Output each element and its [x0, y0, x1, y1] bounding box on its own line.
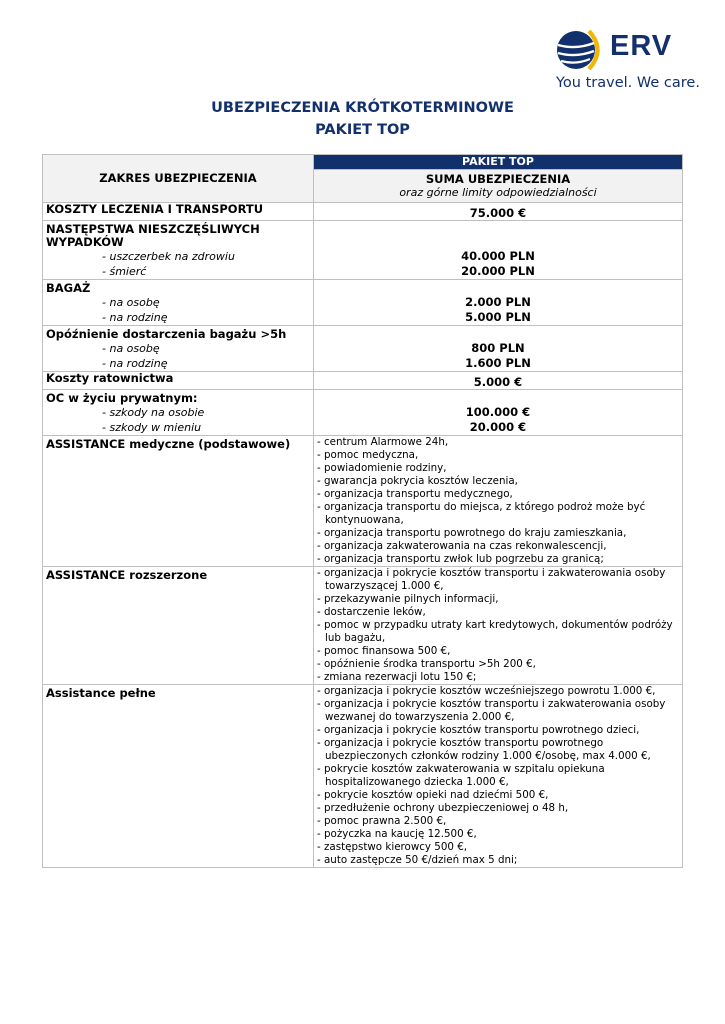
- row-label-cell: [43, 221, 314, 280]
- assistance-row: [43, 685, 683, 868]
- row-label: NASTĘPSTWA NIESZCZĘŚLIWYCH WYPADKÓW: [46, 222, 260, 249]
- list-item: - pomoc prawna 2.500 €,: [317, 815, 447, 827]
- list-item: - pokrycie kosztów opieki nad dziećmi 500 €,: [317, 789, 549, 801]
- list-item: - organizacja i pokrycie kosztów transportu i zakwaterowania osoby towarzyszącej 1.000 €,: [317, 567, 666, 592]
- table-row: [43, 326, 683, 372]
- globe-icon: [556, 30, 602, 70]
- row-label: OC w życiu prywatnym:: [46, 391, 198, 405]
- header-suma-note: oraz górne limity odpowiedzialności: [399, 186, 597, 199]
- assistance-label: ASSISTANCE rozszerzone: [43, 567, 314, 685]
- list-item: - pokrycie kosztów zakwaterowania w szpitalu opiekuna hospitalizowanego dziecka 1.000 €,: [317, 763, 605, 788]
- row-sub: - śmierć: [102, 265, 147, 278]
- list-item: - powiadomienie rodziny,: [317, 462, 447, 474]
- list-item: - przedłużenie ochrony ubezpieczeniowej o 48 h,: [317, 802, 569, 814]
- list-item: - auto zastępcze 50 €/dzień max 5 dni;: [317, 854, 518, 866]
- row-value: 1.600 PLN: [465, 356, 531, 370]
- row-value-cell: [314, 326, 683, 372]
- list-item: - opóźnienie środka transportu >5h 200 €,: [317, 658, 536, 670]
- assistance-label: Assistance pełne: [43, 685, 314, 868]
- list-item: - organizacja transportu zwłok lub pogrzebu za granicą;: [317, 553, 604, 565]
- row-label: Koszty ratownictwa: [43, 372, 314, 390]
- table-row: [43, 372, 683, 390]
- list-item: - pomoc finansowa 500 €,: [317, 645, 451, 657]
- row-label: KOSZTY LECZENIA I TRANSPORTU: [43, 203, 314, 221]
- list-item: - dostarczenie leków,: [317, 606, 426, 618]
- list-item: - centrum Alarmowe 24h,: [317, 436, 449, 448]
- row-label-cell: [43, 280, 314, 326]
- list-item: - organizacja i pokrycie kosztów wcześniejszego powrotu 1.000 €,: [317, 685, 656, 697]
- row-value-cell: [314, 221, 683, 280]
- page-title: UBEZPIECZENIA KRÓTKOTERMINOWE: [211, 100, 514, 116]
- row-value: 75.000 €: [314, 203, 683, 221]
- list-item: - organizacja i pokrycie kosztów transportu i zakwaterowania osoby wezwanej do towarzyszenia 2.000 €,: [317, 698, 666, 723]
- assistance-list: [314, 567, 683, 685]
- erv-logo: [548, 26, 708, 96]
- list-item: - pomoc w przypadku utraty kart kredytowych, dokumentów podróży lub bagażu,: [317, 619, 673, 644]
- row-label: Opóźnienie dostarczenia bagażu >5h: [46, 327, 287, 341]
- row-value-cell: [314, 280, 683, 326]
- list-item: - przekazywanie pilnych informacji,: [317, 593, 499, 605]
- table-row: [43, 280, 683, 326]
- brand-tagline: You travel. We care.: [556, 75, 700, 91]
- list-item: - zastępstwo kierowcy 500 €,: [317, 841, 468, 853]
- list-item: - organizacja i pokrycie kosztów transportu powrotnego ubezpieczonych członków rodziny 1.000 €/osobę, max 4.000 €,: [317, 737, 651, 762]
- list-item: - organizacja transportu do miejsca, z którego podroż może być kontynuowana,: [317, 501, 646, 526]
- assistance-label: ASSISTANCE medyczne (podstawowe): [43, 436, 314, 567]
- row-label-cell: [43, 390, 314, 436]
- table-row: [43, 221, 683, 280]
- row-value: 5.000 €: [314, 372, 683, 390]
- row-value-cell: [314, 390, 683, 436]
- assistance-row: [43, 567, 683, 685]
- row-value: 40.000 PLN: [461, 249, 535, 263]
- row-label: BAGAŻ: [46, 281, 91, 295]
- page-subtitle: PAKIET TOP: [315, 122, 410, 138]
- list-item: - pożyczka na kaucję 12.500 €,: [317, 828, 477, 840]
- assistance-row: [43, 436, 683, 567]
- row-sub: - na rodzinę: [102, 357, 168, 370]
- row-value: 100.000 €: [465, 405, 531, 419]
- brand-name: ERV: [610, 30, 673, 62]
- row-sub: - szkody na osobie: [102, 406, 205, 419]
- row-sub: - na osobę: [102, 342, 160, 355]
- row-sub: - na osobę: [102, 296, 160, 309]
- list-item: - organizacja i pokrycie kosztów transportu powrotnego dzieci,: [317, 724, 640, 736]
- list-item: - organizacja transportu medycznego,: [317, 488, 513, 500]
- row-value: 2.000 PLN: [465, 295, 531, 309]
- row-sub: - uszczerbek na zdrowiu: [102, 250, 235, 263]
- header-pakiet: PAKIET TOP: [314, 155, 683, 170]
- row-value: 800 PLN: [471, 341, 525, 355]
- list-item: - gwarancja pokrycia kosztów leczenia,: [317, 475, 518, 487]
- row-label-cell: [43, 326, 314, 372]
- table-row: [43, 390, 683, 436]
- assistance-list: [314, 436, 683, 567]
- list-item: - organizacja transportu powrotnego do kraju zamieszkania,: [317, 527, 627, 539]
- coverage-table: [42, 154, 683, 868]
- table-row: [43, 203, 683, 221]
- row-value: 5.000 PLN: [465, 310, 531, 324]
- row-sub: - szkody w mieniu: [102, 421, 202, 434]
- row-sub: - na rodzinę: [102, 311, 168, 324]
- header-suma-cell: [314, 170, 683, 203]
- table-header-row: [43, 155, 683, 170]
- row-value: 20.000 PLN: [461, 264, 535, 278]
- list-item: - pomoc medyczna,: [317, 449, 419, 461]
- list-item: - organizacja zakwaterowania na czas rekonwalescencji,: [317, 540, 607, 552]
- header-zakres: ZAKRES UBEZPIECZENIA: [43, 155, 314, 203]
- row-value: 20.000 €: [469, 420, 527, 434]
- assistance-list: [314, 685, 683, 868]
- list-item: - zmiana rezerwacji lotu 150 €;: [317, 671, 477, 683]
- header-suma: SUMA UBEZPIECZENIA: [425, 172, 571, 186]
